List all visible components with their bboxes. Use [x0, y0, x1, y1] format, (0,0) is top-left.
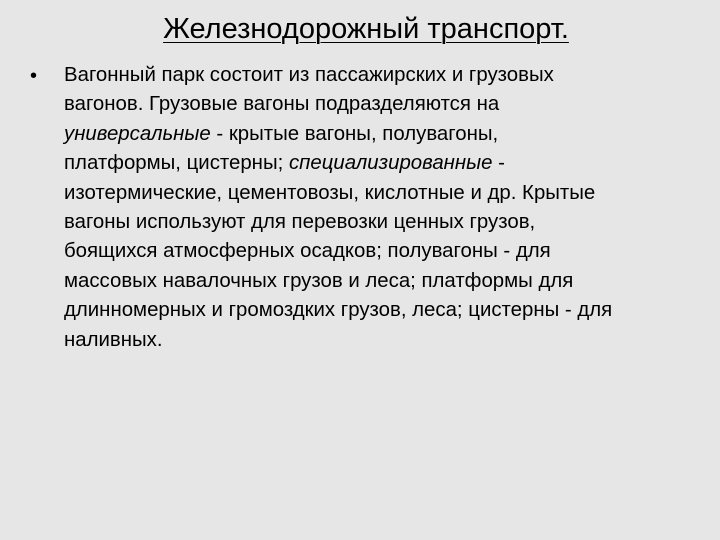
text-run: вагоны используют для перевозки ценных грузов, — [64, 211, 536, 234]
term-specialized: специализированные — [288, 152, 493, 175]
term-universal: универсальные — [64, 122, 211, 145]
paragraph-line — [64, 237, 716, 266]
text-run: боящихся атмосферных осадков; полувагоны - для — [64, 240, 551, 263]
text-run: наливных. — [64, 328, 163, 351]
text-run: Вагонный парк состоит из пассажирских и грузовых — [64, 64, 554, 86]
slide-title: Железнодорожный транспорт. — [163, 13, 569, 45]
bullet-paragraph — [64, 61, 716, 355]
paragraph-line — [64, 61, 716, 90]
paragraph-line — [64, 296, 716, 325]
paragraph-line — [64, 208, 716, 237]
bullet-dot-icon: • — [30, 65, 38, 87]
text-run: длинномерных и громоздких грузов, леса; цистерны - для — [64, 299, 613, 322]
paragraph-line — [64, 326, 716, 355]
text-run: - крытые вагоны, полувагоны, — [210, 122, 499, 145]
text-run: платформы, цистерны; — [64, 152, 289, 175]
text-run: массовых навалочных грузов и леса; платформы для — [64, 269, 574, 292]
paragraph-line — [64, 120, 716, 149]
paragraph-line — [64, 267, 716, 296]
paragraph-line — [64, 179, 716, 208]
paragraph-line — [64, 149, 716, 178]
text-run: изотермические, цементовозы, кислотные и др. Крытые — [64, 181, 596, 204]
paragraph-line — [64, 90, 716, 119]
text-run: - — [492, 152, 505, 175]
text-run: вагонов. Грузовые вагоны подразделяются на — [64, 93, 500, 116]
